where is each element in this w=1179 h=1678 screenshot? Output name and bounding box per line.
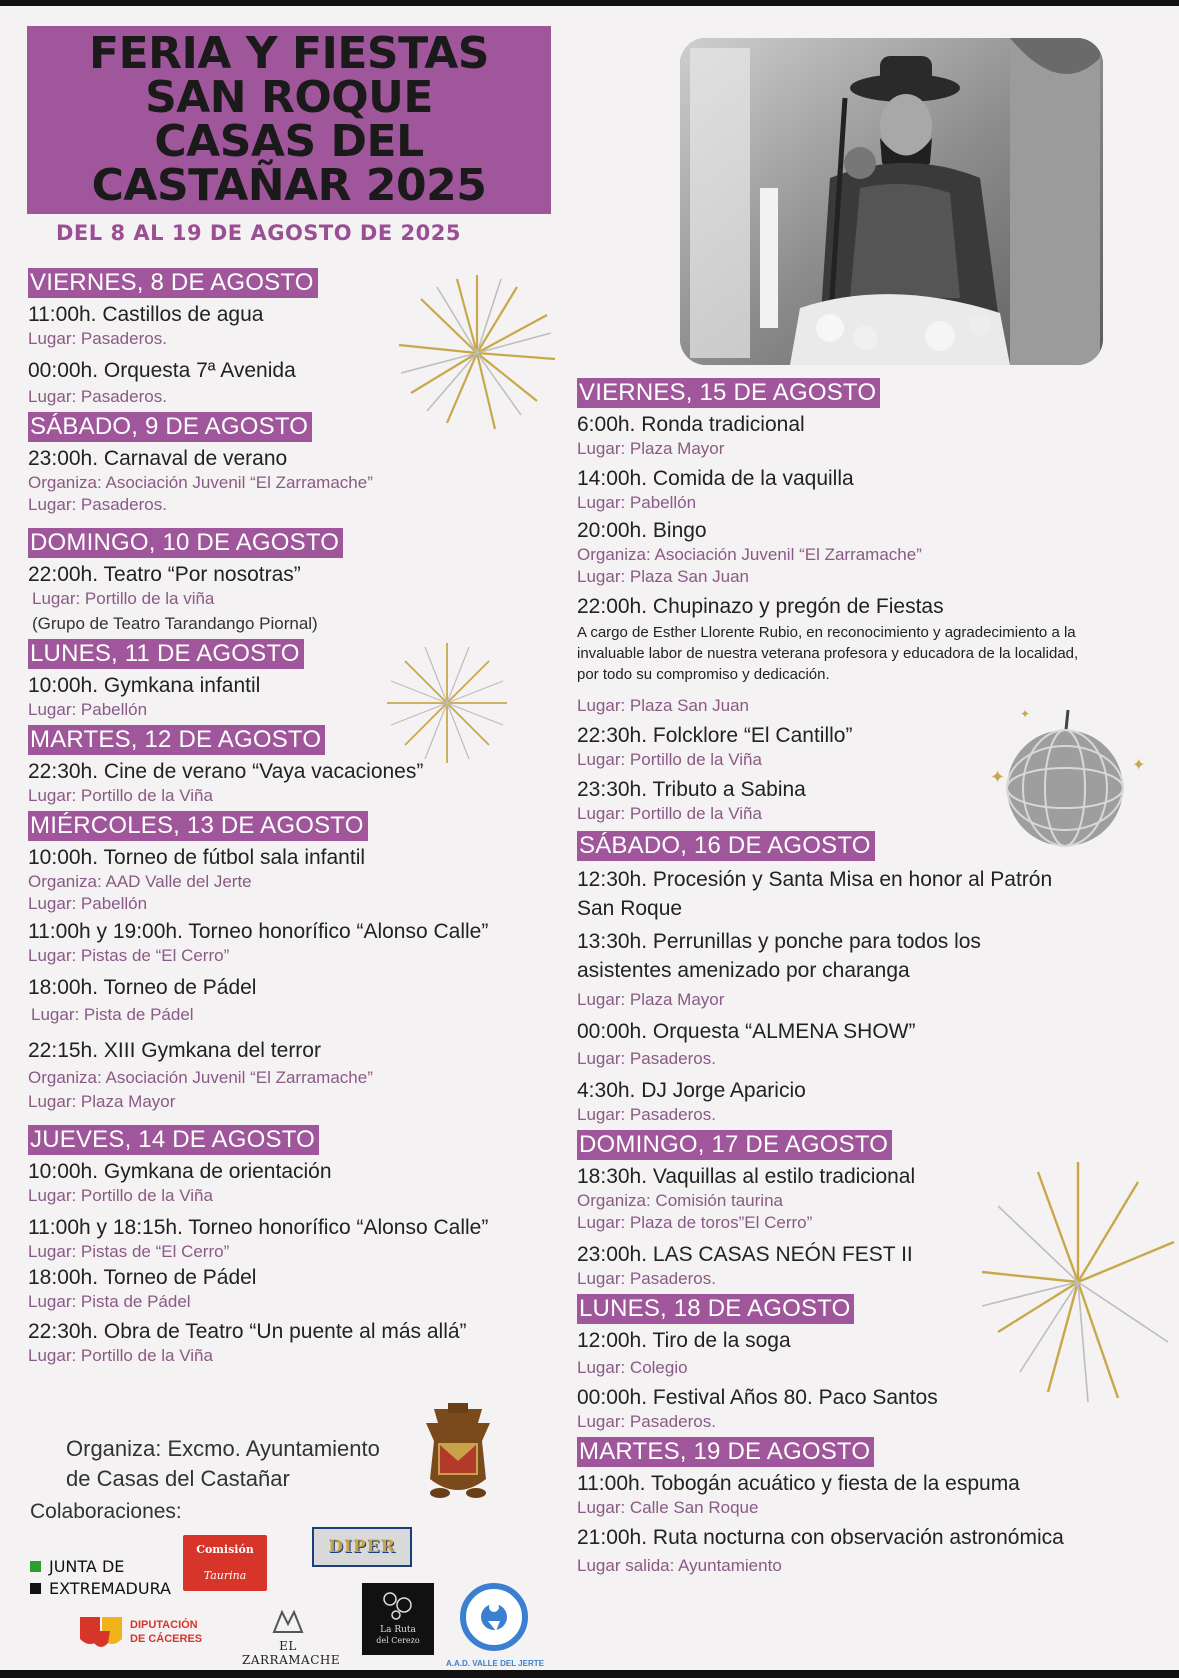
logo-text: Taurina <box>203 1569 247 1582</box>
event-detail: Lugar: Calle San Roque <box>577 1498 759 1517</box>
event-detail: Lugar: Pasaderos. <box>28 329 167 348</box>
event-detail: Organiza: Comisión taurina <box>577 1191 783 1210</box>
event-title: 23:30h. Tributo a Sabina <box>577 778 806 801</box>
day-header: LUNES, 18 DE AGOSTO <box>577 1294 854 1324</box>
event-detail: Lugar: Pistas de “El Cerro” <box>28 1242 230 1261</box>
aad-emblem-icon <box>460 1577 528 1657</box>
event-detail: Organiza: AAD Valle del Jerte <box>28 872 252 891</box>
day-section <box>577 1433 1137 1577</box>
event-title: 11:00h. Castillos de agua <box>28 303 264 326</box>
event-detail: Lugar: Plaza Mayor <box>577 990 725 1009</box>
town-crest-icon <box>420 1401 496 1501</box>
day-header: SÁBADO, 16 DE AGOSTO <box>577 831 875 861</box>
logo-text: A.A.D. VALLE DEL JERTE <box>446 1659 544 1668</box>
day-section <box>577 374 1137 825</box>
event-detail: Lugar: Colegio <box>577 1358 688 1377</box>
comision-taurina-logo <box>183 1535 267 1591</box>
la-ruta-logo <box>362 1583 434 1655</box>
svg-text:✦: ✦ <box>1132 755 1146 774</box>
logo-text: EXTREMADURA <box>49 1579 171 1598</box>
title-line: CASTAÑAR 2025 <box>91 160 487 211</box>
diputacion-caceres-logo <box>78 1613 202 1651</box>
day-section <box>577 1290 1137 1433</box>
logo-text: DE CÁCERES <box>130 1633 203 1645</box>
day-header: MIÉRCOLES, 13 DE AGOSTO <box>28 811 368 841</box>
event-title: 18:00h. Torneo de Pádel <box>28 976 257 999</box>
organizer-block <box>66 1434 380 1494</box>
day-header: JUEVES, 14 DE AGOSTO <box>28 1125 319 1155</box>
logo-text: DIPER <box>328 1537 396 1557</box>
san-roque-statue-photo <box>680 38 1103 365</box>
day-header: DOMINGO, 17 DE AGOSTO <box>577 1130 892 1160</box>
event-detail: Organiza: Asociación Juvenil “El Zarramache” <box>577 545 922 564</box>
day-section <box>28 721 568 807</box>
event-title: 11:00h y 18:15h. Torneo honorífico “Alonso Calle” <box>28 1216 489 1239</box>
event-title: 22:30h. Folcklore “El Cantillo” <box>577 724 853 747</box>
event-detail: Lugar: Pasaderos. <box>577 1049 716 1068</box>
event-title: 10:00h. Gymkana de orientación <box>28 1160 332 1183</box>
event-detail: Lugar: Pistas de “El Cerro” <box>28 946 230 965</box>
logo-text: JUNTA DE <box>49 1557 125 1576</box>
day-header: LUNES, 11 DE AGOSTO <box>28 639 304 669</box>
event-title: 20:00h. Bingo <box>577 519 707 542</box>
day-header: MARTES, 19 DE AGOSTO <box>577 1437 874 1467</box>
event-title: 22:15h. XIII Gymkana del terror <box>28 1039 321 1062</box>
aad-valle-del-jerte-logo <box>446 1577 544 1668</box>
title-block <box>27 26 551 214</box>
event-title: 21:00h. Ruta nocturna con observación astronómica <box>577 1526 1064 1549</box>
day-header: VIERNES, 15 DE AGOSTO <box>577 378 880 408</box>
event-title: 11:00h y 19:00h. Torneo honorífico “Alonso Calle” <box>28 920 489 943</box>
event-title: 12:30h. Procesión y Santa Misa en honor al Patrón <box>577 868 1053 891</box>
organizer-line: Organiza: Excmo. Ayuntamiento <box>66 1436 380 1461</box>
event-title: 18:30h. Vaquillas al estilo tradicional <box>577 1165 916 1188</box>
event-title: 18:00h. Torneo de Pádel <box>28 1266 257 1289</box>
event-detail: Lugar: Pista de Pádel <box>31 1005 194 1024</box>
title-line: FERIA Y FIESTAS <box>89 28 489 79</box>
organizer-line: de Casas del Castañar <box>66 1466 290 1491</box>
junta-extremadura-logo <box>30 1556 171 1600</box>
event-detail: Lugar: Plaza Mayor <box>28 1092 176 1111</box>
event-title: 22:30h. Cine de verano “Vaya vacaciones” <box>28 760 424 783</box>
event-title: 14:00h. Comida de la vaquilla <box>577 467 854 490</box>
event-detail: Lugar: Portillo de la Viña <box>28 786 213 805</box>
event-detail: Lugar: Portillo de la Viña <box>28 1186 213 1205</box>
event-detail: Organiza: Asociación Juvenil “El Zarramache” <box>28 1068 373 1087</box>
event-detail: Lugar: Portillo de la Viña <box>28 1346 213 1365</box>
event-detail: Lugar: Plaza San Juan <box>577 696 750 715</box>
event-detail: Lugar: Pasaderos. <box>577 1412 716 1431</box>
day-section <box>28 635 568 721</box>
event-detail: Lugar: Pasaderos. <box>577 1105 716 1124</box>
day-section <box>28 807 568 1113</box>
event-title: 22:00h. Teatro “Por nosotras” <box>28 563 301 586</box>
event-detail: Lugar: Portillo de la viña <box>32 589 215 608</box>
event-title: 6:00h. Ronda tradicional <box>577 413 805 436</box>
event-title: 4:30h. DJ Jorge Aparicio <box>577 1079 806 1102</box>
event-detail: Organiza: Asociación Juvenil “El Zarramache” <box>28 473 373 492</box>
event-detail: Lugar: Plaza de toros”El Cerro” <box>577 1213 813 1232</box>
event-detail: Lugar: Pista de Pádel <box>28 1292 191 1311</box>
event-title: 22:30h. Obra de Teatro “Un puente al más allá” <box>28 1320 467 1343</box>
event-title: 13:30h. Perrunillas y ponche para todos los <box>577 930 981 953</box>
event-detail: Lugar: Pasaderos. <box>577 1269 716 1288</box>
schedule-left-column <box>28 264 568 1367</box>
event-title: 23:00h. LAS CASAS NEÓN FEST II <box>577 1243 913 1266</box>
poster <box>0 6 1179 1670</box>
logo-text: Comisión <box>196 1543 254 1556</box>
zarramache-mask-icon <box>268 1610 308 1634</box>
day-header: VIERNES, 8 DE AGOSTO <box>28 268 318 298</box>
day-header: SÁBADO, 9 DE AGOSTO <box>28 412 312 442</box>
event-detail: Lugar: Pabellón <box>28 894 148 913</box>
svg-text:✦: ✦ <box>1020 708 1031 721</box>
diputacion-shield-icon <box>78 1613 124 1651</box>
logo-text: DIPUTACIÓN <box>130 1619 198 1631</box>
event-title: San Roque <box>577 897 683 920</box>
day-section <box>577 1126 1137 1290</box>
schedule-right-column <box>577 374 1137 1577</box>
event-note: (Grupo de Teatro Tarandango Piornal) <box>32 614 318 633</box>
event-title: 10:00h. Gymkana infantil <box>28 674 261 697</box>
day-header: MARTES, 12 DE AGOSTO <box>28 725 325 755</box>
event-detail: Lugar: Plaza San Juan <box>577 567 750 586</box>
event-detail: Lugar salida: Ayuntamiento <box>577 1556 782 1575</box>
day-section <box>28 264 568 408</box>
logo-text: del Cerezo <box>376 1636 420 1645</box>
event-description: A cargo de Esther Llorente Rubio, en reconocimiento y agradecimiento a la invaluable labor de nuestra veterana profesora y educadora de la localidad, por todo su compromiso y dedicación. <box>577 624 1079 683</box>
cherry-blossom-icon <box>378 1587 418 1621</box>
event-detail: Lugar: Pabellón <box>577 493 697 512</box>
title-line: CASAS DEL <box>154 116 424 167</box>
event-title: 00:00h. Festival Años 80. Paco Santos <box>577 1386 938 1409</box>
day-header: DOMINGO, 10 DE AGOSTO <box>28 528 343 558</box>
event-title: 12:00h. Tiro de la soga <box>577 1329 791 1352</box>
event-detail: Lugar: Pabellón <box>28 700 148 719</box>
event-title: 00:00h. Orquesta “ALMENA SHOW” <box>577 1020 916 1043</box>
day-section <box>28 524 568 635</box>
svg-text:✦: ✦ <box>990 767 1006 788</box>
event-detail: Lugar: Plaza Mayor <box>577 439 725 458</box>
event-title: asistentes amenizado por charanga <box>577 959 910 982</box>
event-title: 23:00h. Carnaval de verano <box>28 447 288 470</box>
diper-logo <box>312 1527 412 1567</box>
day-section <box>28 1121 568 1367</box>
event-detail: Lugar: Portillo de la Viña <box>577 804 762 823</box>
event-title: 11:00h. Tobogán acuático y fiesta de la espuma <box>577 1472 1020 1495</box>
day-section <box>577 825 1137 1126</box>
logo-text: La Ruta <box>380 1625 416 1635</box>
zarramache-logo <box>242 1610 341 1667</box>
event-detail: Lugar: Pasaderos. <box>28 387 167 406</box>
day-section <box>28 408 568 516</box>
logo-text: EL ZARRAMACHE <box>242 1639 341 1667</box>
collaborations-label: Colaboraciones: <box>30 1500 182 1523</box>
event-title: 10:00h. Torneo de fútbol sala infantil <box>28 846 366 869</box>
event-title: 22:00h. Chupinazo y pregón de Fiestas <box>577 595 944 618</box>
event-detail: Lugar: Pasaderos. <box>28 495 167 514</box>
event-title: 00:00h. Orquesta 7ª Avenida <box>28 359 296 382</box>
title-line: SAN ROQUE <box>145 72 433 123</box>
date-range: DEL 8 AL 19 DE AGOSTO DE 2025 <box>56 221 461 245</box>
event-detail: Lugar: Portillo de la Viña <box>577 750 762 769</box>
